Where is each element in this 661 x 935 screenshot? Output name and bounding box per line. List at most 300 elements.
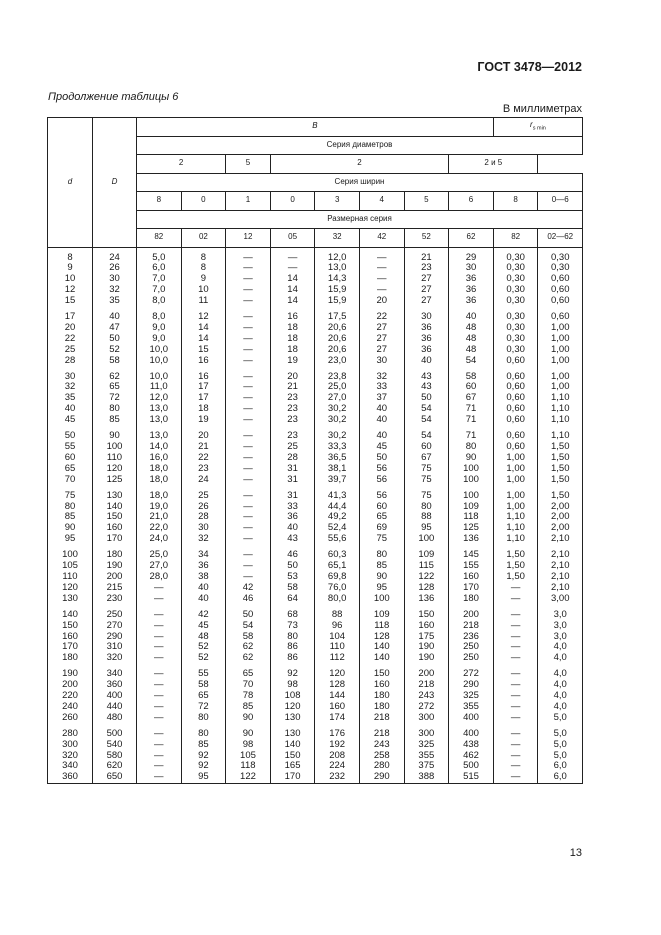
table-cell: 1,00 [493, 464, 538, 475]
table-cell: 27 [404, 296, 449, 307]
table-cell: 71 [449, 404, 494, 415]
table-cell: 22 [48, 334, 93, 345]
table-cell: — [493, 761, 538, 772]
table-cell: 60 [404, 442, 449, 453]
table-cell: 40 [404, 356, 449, 367]
table-cell: 1,50 [493, 561, 538, 572]
table-cell: 3,0 [538, 605, 583, 621]
table-cell: 109 [404, 545, 449, 561]
table-cell: 31 [270, 486, 315, 502]
table-cell: 0,60 [538, 307, 583, 323]
table-row [48, 296, 583, 307]
table-cell: 40 [359, 426, 404, 442]
table-cell: — [226, 356, 271, 367]
table-cell: 10,0 [137, 367, 182, 383]
table-cell: — [226, 426, 271, 442]
table-cell: 5,0 [538, 751, 583, 762]
table-cell: 136 [404, 594, 449, 605]
table-cell: 98 [226, 740, 271, 751]
table-cell: 7,0 [137, 274, 182, 285]
table-cell: 130 [270, 713, 315, 724]
table-cell: — [137, 594, 182, 605]
table-row [48, 356, 583, 367]
table-cell: 21 [270, 382, 315, 393]
table-row [48, 534, 583, 545]
table-cell: 27 [404, 274, 449, 285]
table-cell: 47 [93, 323, 137, 334]
table-cell: 35 [48, 393, 93, 404]
table-row [48, 274, 583, 285]
table-cell: — [226, 382, 271, 393]
table-cell: 270 [93, 621, 137, 632]
table-cell: 30 [181, 523, 226, 534]
table-cell: 80 [48, 502, 93, 513]
header-D: D [93, 118, 137, 248]
table-row [48, 653, 583, 664]
table-cell: 280 [48, 724, 93, 740]
table-cell: 78 [226, 691, 271, 702]
dimension-series-cell: 82 [137, 229, 182, 248]
table-cell: 122 [404, 572, 449, 583]
dimension-series-cell: 05 [270, 229, 315, 248]
width-series-cell: 1 [226, 192, 271, 211]
table-cell: 340 [48, 761, 93, 772]
table-cell: 1,00 [493, 453, 538, 464]
table-cell: 3,0 [538, 621, 583, 632]
table-cell: 31 [270, 475, 315, 486]
table-row [48, 691, 583, 702]
table-cell: 1,10 [493, 523, 538, 534]
table-cell: 40 [359, 415, 404, 426]
table-cell: 27 [359, 323, 404, 334]
table-cell: 44,4 [315, 502, 360, 513]
table-cell: 23 [270, 404, 315, 415]
table-row [48, 307, 583, 323]
table-cell: 10,0 [137, 345, 182, 356]
table-cell: 215 [93, 583, 137, 594]
table-cell: 400 [449, 713, 494, 724]
table-cell: 2,10 [538, 572, 583, 583]
table-cell: 32 [359, 367, 404, 383]
table-cell: 20,6 [315, 334, 360, 345]
table-cell: 150 [48, 621, 93, 632]
table-cell: 218 [359, 724, 404, 740]
table-cell: 150 [270, 751, 315, 762]
table-row [48, 382, 583, 393]
table-cell: 218 [404, 680, 449, 691]
table-cell: — [226, 502, 271, 513]
table-cell: 1,10 [538, 415, 583, 426]
table-cell: 440 [93, 702, 137, 713]
table-cell: 48 [449, 345, 494, 356]
table-cell: 0,60 [493, 367, 538, 383]
table-cell: 1,00 [538, 356, 583, 367]
table-cell: 118 [359, 621, 404, 632]
table-cell: 128 [359, 632, 404, 643]
width-series-cell: 8 [493, 192, 538, 211]
table-cell: 54 [404, 404, 449, 415]
table-cell: 438 [449, 740, 494, 751]
table-row [48, 486, 583, 502]
table-cell: 23 [270, 426, 315, 442]
table-cell: 75 [404, 464, 449, 475]
table-cell: 13,0 [137, 404, 182, 415]
table-cell: 150 [404, 605, 449, 621]
table-cell: 1,50 [493, 572, 538, 583]
table-cell: 31 [270, 464, 315, 475]
dimension-series-cell: 62 [449, 229, 494, 248]
table-cell: 2,10 [538, 545, 583, 561]
table-cell: 69 [359, 523, 404, 534]
table-cell: — [493, 740, 538, 751]
table-cell: 25 [181, 486, 226, 502]
table-cell: 52 [181, 653, 226, 664]
table-cell: 1,10 [493, 534, 538, 545]
table-cell: 45 [359, 442, 404, 453]
table-cell: 23 [181, 464, 226, 475]
table-cell: 45 [181, 621, 226, 632]
table-cell: 110 [315, 642, 360, 653]
width-series-cell: 0 [270, 192, 315, 211]
table-cell: 243 [359, 740, 404, 751]
table-cell: 50 [359, 453, 404, 464]
table-cell: — [226, 523, 271, 534]
table-cell: 25 [48, 345, 93, 356]
table-cell: 128 [315, 680, 360, 691]
table-cell: 54 [449, 356, 494, 367]
table-cell: 13,0 [315, 263, 360, 274]
table-cell: 28 [181, 512, 226, 523]
table-cell: 71 [449, 426, 494, 442]
table-cell: — [226, 561, 271, 572]
table-cell: 60 [48, 453, 93, 464]
table-cell: 4,0 [538, 664, 583, 680]
table-cell: — [137, 751, 182, 762]
table-cell: — [493, 713, 538, 724]
table-cell: 136 [449, 534, 494, 545]
table-row [48, 724, 583, 740]
table-cell: 145 [449, 545, 494, 561]
table-cell: — [137, 632, 182, 643]
table-cell: 120 [270, 702, 315, 713]
diameter-series-cell: 2 и 5 [449, 155, 538, 174]
table-cell: — [226, 486, 271, 502]
table-cell: 38 [181, 572, 226, 583]
table-cell: 38,1 [315, 464, 360, 475]
table-cell: — [359, 247, 404, 263]
table-cell: 86 [270, 642, 315, 653]
table-cell: 128 [404, 583, 449, 594]
table-cell: 355 [404, 751, 449, 762]
table-cell: 272 [404, 702, 449, 713]
table-cell: 9 [48, 263, 93, 274]
table-cell: — [226, 307, 271, 323]
table-cell: 0,30 [493, 247, 538, 263]
table-cell: 160 [449, 572, 494, 583]
table-cell: 36 [449, 274, 494, 285]
table-cell: 85 [226, 702, 271, 713]
table-cell: 0,30 [493, 285, 538, 296]
table-cell: 23 [404, 263, 449, 274]
table-cell: 224 [315, 761, 360, 772]
table-row [48, 523, 583, 534]
table-cell: 40 [449, 307, 494, 323]
table-cell: 112 [315, 653, 360, 664]
table-cell: 16,0 [137, 453, 182, 464]
table-cell: 42 [226, 583, 271, 594]
table-cell: 1,00 [538, 367, 583, 383]
table-cell: — [226, 334, 271, 345]
table-cell: 180 [359, 702, 404, 713]
table-row [48, 594, 583, 605]
table-cell: 325 [449, 691, 494, 702]
table-row [48, 572, 583, 583]
table-cell: 105 [226, 751, 271, 762]
table-cell: 1,50 [493, 545, 538, 561]
table-cell: 36 [449, 285, 494, 296]
table-cell: 28 [270, 453, 315, 464]
table-cell: 170 [48, 642, 93, 653]
table-cell: — [493, 621, 538, 632]
table-cell: 122 [226, 772, 271, 783]
width-series-cell: 4 [359, 192, 404, 211]
table-cell: 300 [404, 713, 449, 724]
table-cell: 21 [181, 442, 226, 453]
table-cell: 36,5 [315, 453, 360, 464]
table-cell: — [270, 263, 315, 274]
table-cell: 85 [93, 415, 137, 426]
table-cell: 36 [270, 512, 315, 523]
table-cell: 160 [93, 523, 137, 534]
table-cell: 14,3 [315, 274, 360, 285]
table-cell: 125 [93, 475, 137, 486]
table-cell: 0,30 [493, 263, 538, 274]
table-row [48, 561, 583, 572]
table-cell: 40 [93, 307, 137, 323]
table-cell: 192 [315, 740, 360, 751]
table-cell: 28,0 [137, 572, 182, 583]
table-cell: 2,00 [538, 502, 583, 513]
table-cell: — [137, 680, 182, 691]
table-cell: 33 [270, 502, 315, 513]
table-cell: 36 [404, 323, 449, 334]
table-cell: 40 [181, 594, 226, 605]
table-cell: 36 [404, 334, 449, 345]
table-cell: 75 [359, 534, 404, 545]
table-cell: 17 [48, 307, 93, 323]
table-cell: 0,30 [493, 307, 538, 323]
table-cell: 56 [359, 475, 404, 486]
table-cell: 90 [93, 426, 137, 442]
table-cell: 620 [93, 761, 137, 772]
table-cell: 6,0 [137, 263, 182, 274]
table-cell: 0,60 [538, 296, 583, 307]
table-cell: — [226, 453, 271, 464]
table-cell: 0,30 [493, 323, 538, 334]
width-series-cell: 3 [315, 192, 360, 211]
header-B: B [137, 118, 494, 137]
table-cell: 34 [181, 545, 226, 561]
table-cell: 17 [181, 393, 226, 404]
table-cell: 55 [181, 664, 226, 680]
table-cell: 23 [270, 415, 315, 426]
table-cell: 22,0 [137, 523, 182, 534]
table-row [48, 453, 583, 464]
table-cell: 56 [359, 486, 404, 502]
table-cell: 88 [315, 605, 360, 621]
table-cell: 0,30 [493, 274, 538, 285]
table-cell: — [493, 691, 538, 702]
table-cell: 33,3 [315, 442, 360, 453]
table-cell: — [226, 285, 271, 296]
table-cell: 27 [359, 334, 404, 345]
table-cell: 109 [359, 605, 404, 621]
table-cell: — [493, 680, 538, 691]
table-cell: 175 [404, 632, 449, 643]
table-cell: 30,2 [315, 426, 360, 442]
table-cell: 18,0 [137, 475, 182, 486]
table-cell: 29 [449, 247, 494, 263]
table-cell: 25,0 [315, 382, 360, 393]
table-cell: 100 [449, 486, 494, 502]
diameter-series-cell: 2 [270, 155, 448, 174]
table-cell: 18,0 [137, 486, 182, 502]
table-cell: 95 [359, 583, 404, 594]
table-row [48, 404, 583, 415]
table-cell: 130 [48, 594, 93, 605]
table-cell: — [270, 247, 315, 263]
table-cell: 7,0 [137, 285, 182, 296]
header-d: d [48, 118, 93, 248]
table-cell: — [137, 642, 182, 653]
table-cell: 20 [181, 426, 226, 442]
table-cell: 14 [270, 285, 315, 296]
table-cell: 65,1 [315, 561, 360, 572]
table-cell: 9,0 [137, 334, 182, 345]
dimension-series-cell: 82 [493, 229, 538, 248]
table-cell: 90 [359, 572, 404, 583]
table-cell: 9,0 [137, 323, 182, 334]
table-cell: 120 [48, 583, 93, 594]
table-cell: 0,60 [493, 393, 538, 404]
table-cell: — [493, 642, 538, 653]
table-cell: 180 [359, 691, 404, 702]
table-cell: 92 [270, 664, 315, 680]
table-row [48, 345, 583, 356]
table-cell: 30 [359, 356, 404, 367]
table-cell: 68 [270, 605, 315, 621]
table-cell: 1,50 [538, 453, 583, 464]
table-cell: 26 [93, 263, 137, 274]
table-cell: — [226, 464, 271, 475]
table-cell: 165 [270, 761, 315, 772]
table-row [48, 545, 583, 561]
table-cell: 20,6 [315, 323, 360, 334]
table-cell: 92 [181, 761, 226, 772]
table-cell: 1,10 [538, 404, 583, 415]
table-cell: 155 [449, 561, 494, 572]
table-cell: 360 [93, 680, 137, 691]
table-cell: 190 [93, 561, 137, 572]
width-series-cell: 5 [404, 192, 449, 211]
table-cell: — [493, 724, 538, 740]
table-cell: 400 [93, 691, 137, 702]
table-cell: 110 [48, 572, 93, 583]
table-cell: 355 [449, 702, 494, 713]
dimension-series-cell: 02—62 [538, 229, 583, 248]
table-cell: 208 [315, 751, 360, 762]
table-cell: 180 [93, 545, 137, 561]
table-cell: 0,30 [493, 296, 538, 307]
table-cell: 100 [359, 594, 404, 605]
table-cell: 1,50 [538, 442, 583, 453]
table-cell: 52,4 [315, 523, 360, 534]
table-cell: 54 [404, 426, 449, 442]
table-cell: 18 [270, 345, 315, 356]
table-cell: — [226, 393, 271, 404]
table-cell: — [359, 274, 404, 285]
table-cell: 5,0 [137, 247, 182, 263]
table-cell: 0,60 [493, 415, 538, 426]
table-cell: 25 [270, 442, 315, 453]
table-cell: 60 [449, 382, 494, 393]
table-cell: 300 [404, 724, 449, 740]
table-cell: 8 [181, 263, 226, 274]
table-cell: 52 [93, 345, 137, 356]
table-cell: 28 [48, 356, 93, 367]
table-cell: 105 [48, 561, 93, 572]
table-cell: 18 [181, 404, 226, 415]
table-cell: 5,0 [538, 713, 583, 724]
table-cell: 80 [359, 545, 404, 561]
table-cell: 75 [404, 475, 449, 486]
table-cell: — [137, 605, 182, 621]
table-cell: 16 [181, 367, 226, 383]
table-cell: 1,10 [538, 393, 583, 404]
table-cell: 320 [93, 653, 137, 664]
table-cell: 14 [181, 334, 226, 345]
table-cell: 0,60 [493, 404, 538, 415]
table-cell: 1,50 [538, 475, 583, 486]
table-cell: 55 [48, 442, 93, 453]
table-row [48, 751, 583, 762]
table-row [48, 367, 583, 383]
table-cell: 0,60 [493, 382, 538, 393]
table-cell: 43 [270, 534, 315, 545]
table-cell: 48 [181, 632, 226, 643]
table-cell: — [137, 724, 182, 740]
table-cell: 200 [449, 605, 494, 621]
units-note: В миллиметрах [502, 103, 582, 115]
table-row [48, 475, 583, 486]
table-cell: 1,10 [493, 512, 538, 523]
table-cell: 22 [359, 307, 404, 323]
table-row [48, 664, 583, 680]
table-cell: 46 [226, 594, 271, 605]
table-cell: 1,00 [493, 475, 538, 486]
table-cell: 243 [404, 691, 449, 702]
table-cell: 14 [270, 274, 315, 285]
table-cell: 230 [93, 594, 137, 605]
table-cell: 1,00 [538, 323, 583, 334]
table-cell: 1,00 [538, 334, 583, 345]
table-cell: 580 [93, 751, 137, 762]
table-cell: — [226, 323, 271, 334]
table-cell: 1,50 [538, 486, 583, 502]
table-cell: 8 [48, 247, 93, 263]
table-cell: 80,0 [315, 594, 360, 605]
table-cell: 96 [315, 621, 360, 632]
